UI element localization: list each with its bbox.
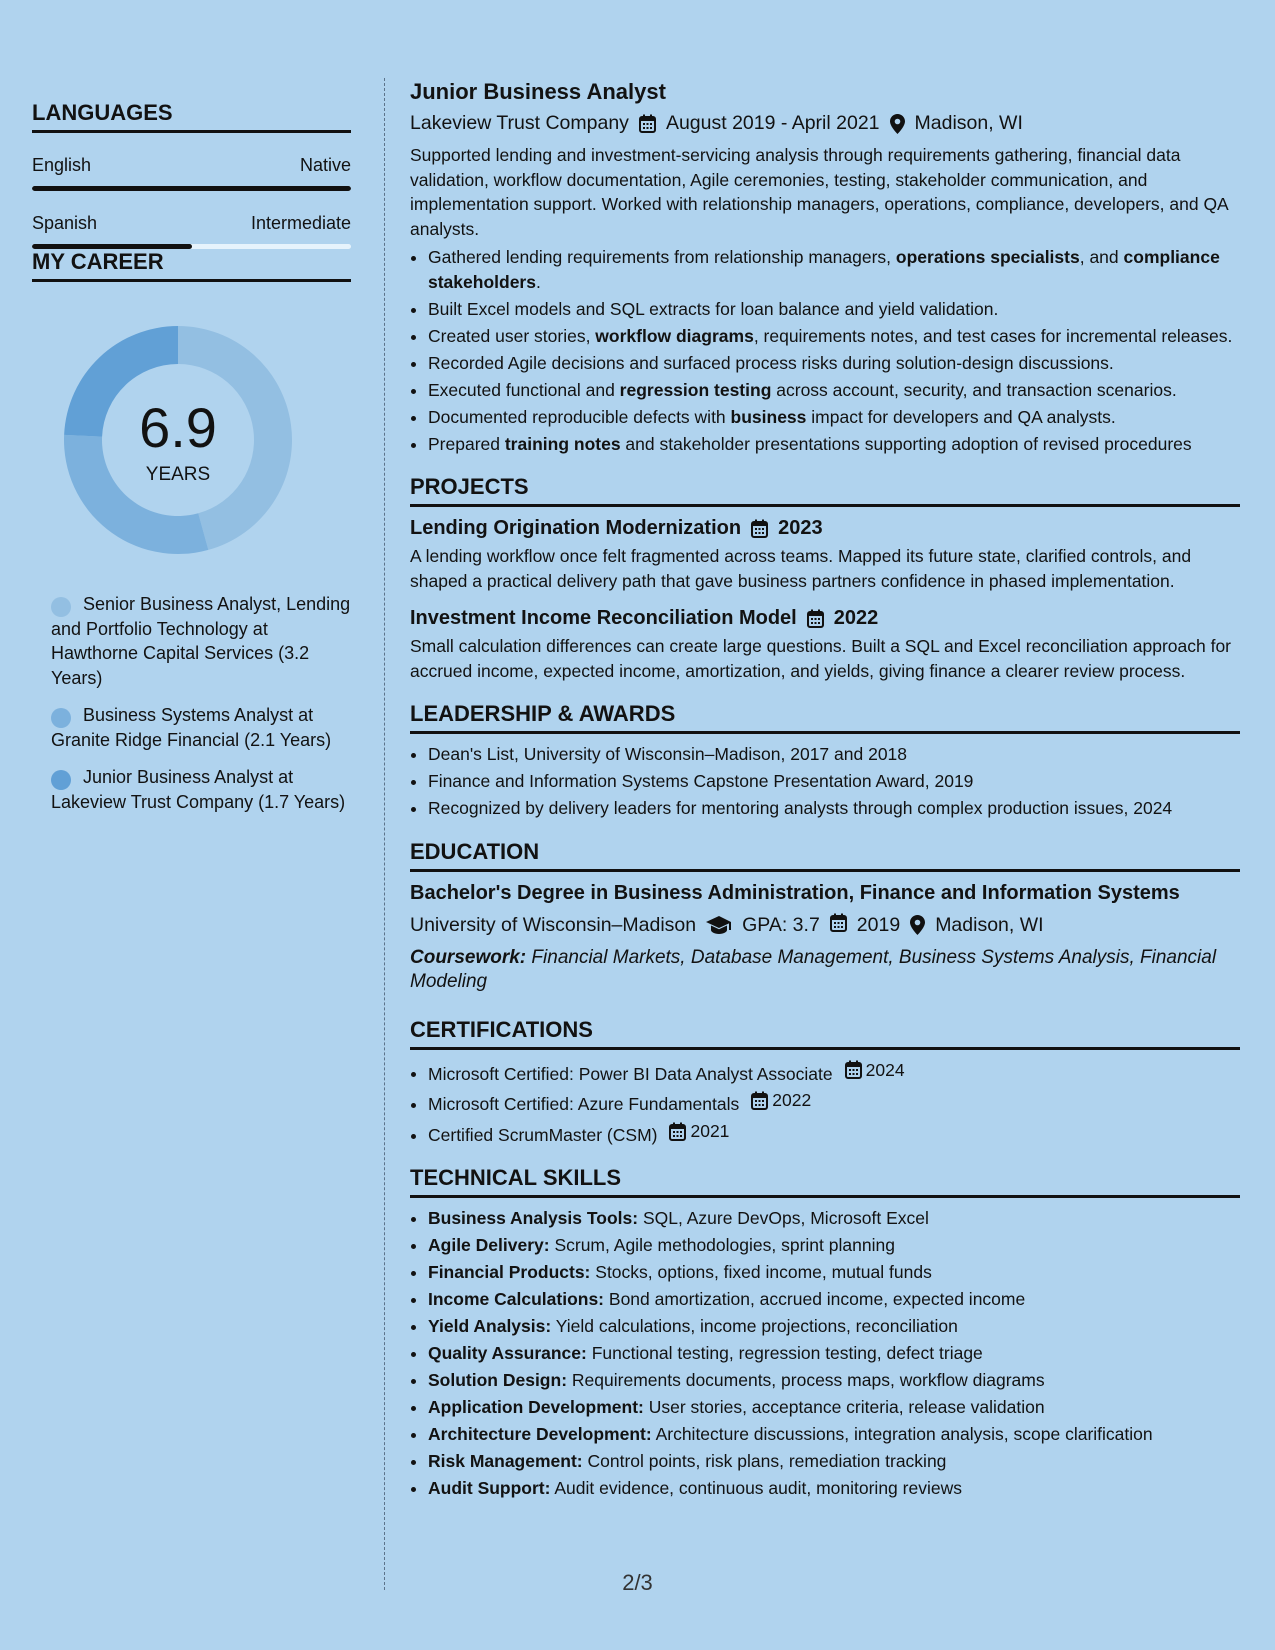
job-bullet — [428, 432, 1240, 457]
career-total-years: 6.9 — [139, 396, 217, 459]
job-summary: Supported lending and investment-servicing analysis through requirements gathering, financial data validation, workflow documentation, Agile ceremonies, testing, stakeholder communication, and implementation support. Worked with relationship managers, operations, compliance, developers, and QA analysts. — [410, 145, 1228, 239]
bullet-emphasis: regression testing — [619, 379, 772, 400]
language-proficiency-fill — [32, 244, 192, 249]
skill-value: Functional testing, regression testing, defect triage — [591, 1343, 983, 1364]
skill-item — [428, 1395, 1240, 1420]
skill-value: Stocks, options, fixed income, mutual funds — [595, 1262, 932, 1283]
skill-value: Audit evidence, continuous audit, monitoring reviews — [554, 1478, 962, 1499]
project-description: A lending workflow once felt fragmented across teams. Mapped its future state, clarified controls, and shaped a practical delivery path that gave business partners confidence in phased implementation. — [410, 546, 1192, 591]
skill-value: Requirements documents, process maps, workflow diagrams — [571, 1370, 1045, 1391]
project-year: 2023 — [778, 517, 823, 539]
calendar-icon-wrap — [639, 112, 656, 135]
coursework-list: Financial Markets, Database Management, Business Systems Analysis, Financial Modeling — [410, 946, 1217, 992]
job-title: Junior Business Analyst — [410, 79, 666, 104]
award-item: • Recognized by delivery leaders for mentoring analysts through complex production issues, 2024 — [428, 796, 1240, 821]
skill-label: Application Development: — [428, 1397, 644, 1418]
bullet-text: Built Excel models and SQL extracts for loan balance and yield validation. — [428, 298, 999, 319]
project-year: 2022 — [833, 607, 879, 629]
certification-year: 2024 — [865, 1059, 905, 1080]
calendar-icon — [845, 1060, 862, 1079]
sidebar — [32, 100, 351, 827]
project-header — [410, 607, 1240, 630]
job-bullets — [410, 245, 1240, 456]
leadership-section — [410, 701, 1240, 821]
skill-label: Audit Support: — [428, 1478, 551, 1499]
education-gpa: GPA: 3.7 — [742, 913, 820, 936]
legend-dot — [51, 770, 71, 790]
languages-title: LANGUAGES — [32, 100, 351, 133]
bullet-text: Recorded Agile decisions and surfaced process risks during solution-design discussions. — [428, 352, 1114, 373]
certifications-title: CERTIFICATIONS — [410, 1017, 1240, 1050]
graduation-cap-icon — [706, 916, 732, 934]
education-section — [410, 839, 1240, 995]
bullet-emphasis: compliance stakeholders — [428, 247, 1220, 292]
language-proficiency-fill — [32, 186, 351, 191]
skill-label: Agile Delivery: — [428, 1235, 550, 1256]
certification-name: Certified ScrumMaster (CSM) — [428, 1124, 658, 1145]
career-legend-label: Business Systems Analyst at Granite Ridge Financial (2.1 Years) — [51, 705, 332, 750]
job-bullet — [428, 324, 1240, 349]
job-meta — [410, 112, 1240, 135]
bullet-text: impact for developers and QA analysts. — [806, 406, 1116, 427]
bullet-text: Gathered lending requirements from relationship managers, — [428, 247, 896, 267]
certification-year: 2021 — [690, 1121, 730, 1141]
language-proficiency-bar — [32, 244, 351, 249]
job-company: Lakeview Trust Company — [410, 112, 629, 134]
bullet-text: . — [535, 271, 541, 292]
language-level: Intermediate — [250, 213, 351, 233]
skills-title: TECHNICAL SKILLS — [410, 1165, 1240, 1198]
calendar-icon — [807, 609, 824, 628]
project-header — [410, 517, 1240, 540]
legend-dot — [51, 597, 71, 617]
skill-value: Architecture discussions, integration analysis, scope clarification — [655, 1424, 1153, 1445]
skills-section — [410, 1165, 1240, 1501]
project-description: Small calculation differences can create large questions. Built a SQL and Excel reconciliation approach for accrued income, expected income, amortization, and yields, giving finance a clearer review process. — [410, 636, 1232, 681]
language-row — [32, 213, 351, 234]
projects-title: PROJECTS — [410, 474, 1240, 507]
language-row — [32, 155, 351, 176]
bullet-text: , and — [1079, 247, 1124, 267]
certification-date — [751, 1088, 811, 1113]
job-bullet — [428, 297, 1240, 322]
calendar-icon — [669, 1122, 686, 1141]
skill-item — [428, 1368, 1240, 1393]
skill-item — [428, 1476, 1240, 1501]
skill-item — [428, 1314, 1240, 1339]
skill-label: Solution Design: — [428, 1370, 568, 1391]
skill-value: Scrum, Agile methodologies, sprint planning — [554, 1235, 895, 1256]
project-entry — [410, 607, 1240, 683]
skill-label: Yield Analysis: — [428, 1316, 552, 1337]
skill-label: Quality Assurance: — [428, 1343, 587, 1364]
career-donut-chart — [62, 324, 294, 556]
language-proficiency-bar — [32, 186, 351, 191]
bullet-emphasis: workflow diagrams — [595, 325, 754, 346]
calendar-icon — [830, 913, 847, 932]
skill-item — [428, 1287, 1240, 1312]
certification-item — [428, 1088, 1240, 1116]
map-pin-icon — [910, 915, 925, 935]
project-name: Lending Origination Modernization — [410, 517, 742, 539]
calendar-icon — [751, 519, 768, 538]
certification-name: Microsoft Certified: Azure Fundamentals — [428, 1094, 740, 1114]
main-content — [410, 78, 1240, 1503]
job-dates: August 2019 - April 2021 — [665, 112, 880, 134]
bullet-text: across account, security, and transaction scenarios. — [771, 379, 1177, 400]
skill-label: Business Analysis Tools: — [428, 1208, 639, 1229]
education-coursework — [410, 946, 1240, 995]
bullet-text: Created user stories, — [428, 325, 596, 346]
job-bullet — [428, 405, 1240, 430]
skill-item — [428, 1206, 1240, 1231]
education-location: Madison, WI — [935, 913, 1044, 936]
column-divider — [384, 78, 385, 1590]
skills-list — [410, 1206, 1240, 1501]
education-degree: Bachelor's Degree in Business Administration, Finance and Information Systems — [410, 881, 1180, 904]
certification-item — [428, 1119, 1240, 1147]
bullet-text: Prepared — [428, 433, 505, 454]
certifications-list — [410, 1058, 1240, 1148]
certification-name: Microsoft Certified: Power BI Data Analyst Associate — [428, 1063, 833, 1084]
job-bullet — [428, 378, 1240, 403]
career-legend-item — [51, 703, 351, 752]
language-name: English — [32, 155, 92, 175]
language-level: Native — [299, 155, 351, 175]
career-legend-item — [51, 765, 351, 814]
career-years-unit: YEARS — [145, 464, 211, 485]
education-meta — [410, 913, 1240, 938]
education-year: 2019 — [856, 913, 901, 936]
career-legend-label: Junior Business Analyst at Lakeview Trust Company (1.7 Years) — [51, 767, 346, 812]
experience-entry — [410, 78, 1240, 456]
bullet-emphasis: business — [730, 406, 807, 427]
skill-value: Bond amortization, accrued income, expected income — [608, 1289, 1026, 1310]
certification-date — [845, 1058, 905, 1083]
skill-item — [428, 1422, 1240, 1447]
skill-label: Financial Products: — [428, 1262, 591, 1283]
bullet-text: Documented reproducible defects with — [428, 406, 731, 427]
education-title: EDUCATION — [410, 839, 1240, 872]
languages-list — [32, 155, 351, 249]
career-title: MY CAREER — [32, 249, 351, 282]
leadership-list — [410, 742, 1240, 821]
certification-date — [669, 1119, 729, 1144]
bullet-emphasis: training notes — [504, 433, 621, 454]
skill-item — [428, 1260, 1240, 1285]
calendar-icon — [639, 114, 656, 133]
skill-value: SQL, Azure DevOps, Microsoft Excel — [642, 1208, 929, 1229]
skill-value: Yield calculations, income projections, reconciliation — [555, 1316, 958, 1337]
skill-value: Control points, risk plans, remediation tracking — [587, 1451, 947, 1472]
bullet-text: Executed functional and — [428, 379, 620, 400]
skill-value: User stories, acceptance criteria, release validation — [648, 1397, 1045, 1418]
skill-label: Risk Management: — [428, 1451, 583, 1472]
bullet-emphasis: operations specialists — [895, 247, 1080, 267]
bullet-text: and stakeholder presentations supporting adoption of revised procedures — [620, 433, 1192, 454]
leadership-title: LEADERSHIP & AWARDS — [410, 701, 1240, 734]
bullet-text: , requirements notes, and test cases for incremental releases. — [753, 325, 1233, 346]
certifications-section — [410, 1017, 1240, 1148]
certification-item — [428, 1058, 1240, 1086]
skill-item — [428, 1233, 1240, 1258]
calendar-icon — [751, 1091, 768, 1110]
language-name: Spanish — [32, 213, 98, 233]
skill-item — [428, 1341, 1240, 1366]
career-legend-item — [51, 592, 351, 690]
skill-label: Income Calculations: — [428, 1289, 605, 1310]
education-school: University of Wisconsin–Madison — [410, 913, 697, 936]
map-pin-icon — [890, 114, 905, 134]
projects-section — [410, 474, 1240, 683]
career-legend — [32, 592, 351, 814]
calendar-icon-wrap — [830, 913, 847, 938]
skill-label: Architecture Development: — [428, 1424, 652, 1445]
project-name: Investment Income Reconciliation Model — [410, 607, 797, 629]
coursework-label: Coursework: — [410, 946, 527, 968]
page-number: 2/3 — [622, 1570, 653, 1595]
legend-dot — [51, 708, 71, 728]
award-item: • Dean's List, University of Wisconsin–Madison, 2017 and 2018 — [428, 742, 1240, 767]
award-item: • Finance and Information Systems Capstone Presentation Award, 2019 — [428, 769, 1240, 794]
skill-item — [428, 1449, 1240, 1474]
job-bullet — [428, 351, 1240, 376]
job-bullet — [428, 245, 1240, 294]
certification-year: 2022 — [772, 1090, 812, 1111]
project-entry — [410, 517, 1240, 593]
job-location: Madison, WI — [914, 112, 1023, 134]
career-legend-label: Senior Business Analyst, Lending and Portfolio Technology at Hawthorne Capital Services (3.2 Years) — [51, 594, 351, 688]
